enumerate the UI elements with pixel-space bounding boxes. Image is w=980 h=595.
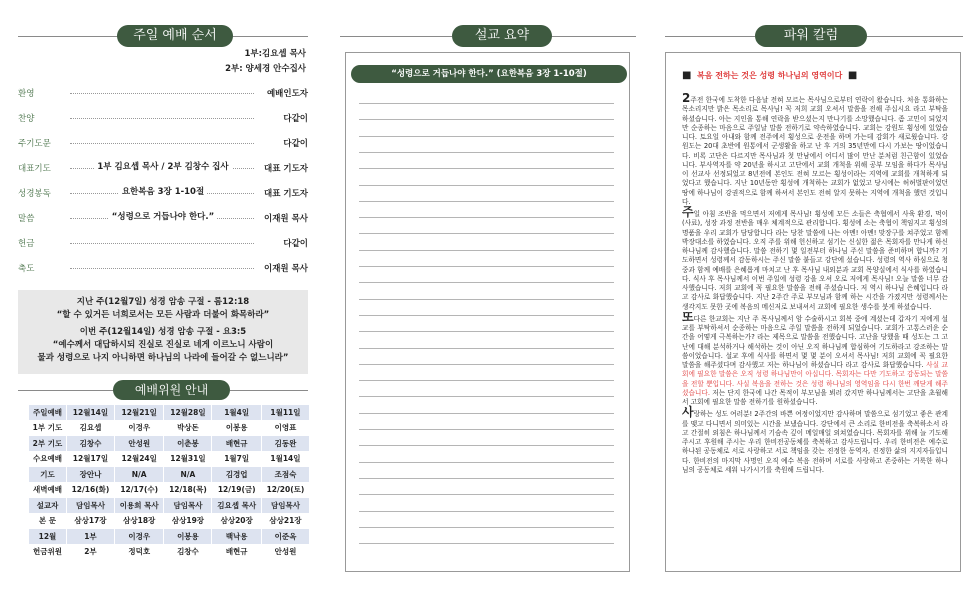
this-verse-text-1: “예수께서 대답하시되 진실로 진실로 네게 이르노니 사람이 — [52, 340, 274, 350]
note-line — [359, 185, 614, 186]
duty-cell: 이봉용 — [164, 529, 212, 545]
duty-title: 예배위원 안내 — [113, 380, 230, 400]
duty-cell: 김경업 — [212, 467, 261, 483]
order-row — [18, 187, 308, 201]
this-verse-title: 이번 주(12월14일) 성경 암송 구절 - 요3:5 — [79, 327, 247, 337]
note-line — [359, 233, 614, 234]
duty-cell: 김창수 — [164, 544, 212, 560]
order-leader: 예배인도자 — [266, 89, 308, 99]
preacher-2: 2부: 양세경 안수집사 — [225, 64, 306, 74]
note-line — [359, 136, 614, 137]
memory-verse-box — [18, 290, 308, 374]
drop-cap: 주 — [682, 205, 694, 219]
duty-cell: 12/18(목) — [164, 482, 212, 498]
duty-cell: 김창수 — [66, 436, 114, 452]
note-line — [359, 315, 614, 316]
order-row — [18, 162, 308, 176]
order-leader: 이재원 목사 — [263, 264, 308, 274]
column-paragraph — [682, 405, 948, 475]
last-verse-title: 지난 주(12월7일) 성경 암송 구절 - 롬12:18 — [76, 297, 250, 307]
duty-cell: 백낙용 — [212, 529, 261, 545]
duty-row-label: 주일예배 — [29, 405, 67, 421]
sermon-title: “성령으로 거듭나야 한다.” (요한복음 3장 1-10절) — [351, 65, 627, 83]
divider — [867, 36, 963, 37]
order-leader: 대표 기도자 — [263, 189, 308, 199]
divider — [18, 36, 118, 37]
duty-cell: 김동완 — [261, 436, 309, 452]
order-detail: 요한복음 3장 1-10절 — [119, 187, 207, 197]
order-row — [18, 112, 308, 126]
note-line — [359, 250, 614, 251]
duty-row-label: 설교자 — [29, 498, 67, 514]
order-label: 찬양 — [18, 114, 35, 124]
highlighted-text: 사실 교회에 필요한 말씀은 오직 성령 하나님만이 아십니다. 목회자는 다만 기도하고 감동되는 말씀을 전할 뿐입니다. 사실 복음을 전하는 것은 성령 하나님의 영역임을 다시 한번 깨닫게 해주셨습니다. — [682, 361, 948, 397]
duty-cell: 12월28일 — [164, 405, 212, 421]
column-heading-text: 복음 전하는 것은 성령 하나님의 영역이다 — [697, 71, 843, 80]
duty-row — [29, 544, 310, 560]
duty-cell: 12월17일 — [66, 451, 114, 467]
paragraph-text: 다른 한교회는 지난 주 목사님께서 암 수술하시고 회복 중에 계셨는데 갑자기 저에게 설교를 부탁하셔서 순종하는 마음으로 주일 말씀을 전하게 되었습니다. 교회가 고통스러운 순간을 어떻게 극복하는가? 라는 제목으로 말씀을 전했습니다. 고난을 당했을 때 성도는 그 고난에 대해 분석하거나 해석하는 것이 아닌 오직 하나님께 합심하여 기도하라고 강조하는 말씀이었습니다. 설교 후에 식사를 하면서 몇 몇 분이 오셔서 목사님! 저희 교회에 꼭 필요한 말씀을 해주셨다며 감사했고 저는 하나님이 하셨습니다 라고 감사로 화답했습니다. — [682, 314, 948, 369]
square-bullet-icon: ■ — [847, 70, 858, 81]
duty-row — [29, 482, 310, 498]
duty-row — [29, 467, 310, 483]
note-line — [359, 543, 614, 544]
paragraph-text: 저는 단지 한국에 나간 목적이 부모님을 뵈러 갔지만 하나님께서는 고단을 초월해서 고회에 필요한 말씀 전하기를 원하셨습니다. — [682, 388, 948, 406]
duty-cell: 12/17(수) — [114, 482, 163, 498]
drop-cap: 또 — [682, 309, 694, 324]
duty-cell: 삼상18장 — [114, 513, 163, 529]
duty-row — [29, 529, 310, 545]
duty-row-label: 기도 — [29, 467, 67, 483]
duty-cell: 담임목사 — [261, 498, 309, 514]
duty-row — [29, 451, 310, 467]
duty-cell: 정덕호 — [114, 544, 163, 560]
note-line — [359, 152, 614, 153]
duty-cell: 1월11일 — [261, 405, 309, 421]
duty-cell: 1월14일 — [261, 451, 309, 467]
note-line — [359, 299, 614, 300]
duty-cell: 삼상21장 — [261, 513, 309, 529]
note-line — [359, 217, 614, 218]
duty-cell: 1부 — [66, 529, 114, 545]
note-line — [359, 478, 614, 479]
duty-cell: 12월24일 — [114, 451, 163, 467]
note-line — [359, 413, 614, 414]
note-line — [359, 462, 614, 463]
duty-cell: 안성원 — [114, 436, 163, 452]
order-label: 대표기도 — [18, 164, 51, 174]
note-line — [359, 331, 614, 332]
order-row — [18, 137, 308, 151]
duty-cell: 이경우 — [114, 529, 163, 545]
order-detail: 1부 김요셉 목사 / 2부 김창수 집사 — [94, 162, 231, 172]
duty-row — [29, 420, 310, 436]
duty-row — [29, 436, 310, 452]
duty-cell: 김요셉 목사 — [212, 498, 261, 514]
sermon-summary-title: 설교 요약 — [452, 25, 552, 47]
square-bullet-icon: ■ — [682, 70, 692, 81]
worship-order-panel — [0, 0, 320, 595]
duty-cell: 이봉용 — [212, 420, 261, 436]
duty-cell: 담임목사 — [164, 498, 212, 514]
divider — [550, 36, 636, 37]
duty-cell: 12/19(금) — [212, 482, 261, 498]
duty-cell: 배현규 — [212, 544, 261, 560]
order-label: 말씀 — [18, 214, 35, 224]
duty-row-label: 12월 — [29, 529, 67, 545]
note-line — [359, 511, 614, 512]
note-line — [359, 380, 614, 381]
note-line — [359, 201, 614, 202]
divider — [230, 390, 308, 391]
duty-cell: 12/16(화) — [66, 482, 114, 498]
duty-cell: 이준옥 — [261, 529, 309, 545]
duty-cell: 12월14일 — [66, 405, 114, 421]
worship-order-title: 주일 예배 순서 — [117, 25, 233, 47]
duty-row-label: 수요예배 — [29, 451, 67, 467]
preacher-1: 1부:김요셉 목사 — [244, 49, 306, 59]
order-row — [18, 262, 308, 276]
duty-cell: 이춘봉 — [164, 436, 212, 452]
duty-cell: 1월4일 — [212, 405, 261, 421]
duty-cell: 배현규 — [212, 436, 261, 452]
paragraph-text: 랑하는 성도 여러분! 2주간의 바쁜 여정이었지만 감사하며 말씀으로 섬기었고 좋은 관계를 맺고 다니면서 의미있는 시간을 보냈습니다. 강단에서 큰 소리로 한비전을 축복하소서 라고 간절히 외침은 하나님께서 기슴속 깊이 메일매일 외쳐였습니다. 목회자를 위해 늘 기도해 주시고 후원해 주시는 우리 한비전공동체를 축복하고 감사드립니다. 우리 한비전은 예수로 하나된 공동체로 서로 사랑하고 서로 책임을 갖는 진정한 동역자, 진정한 삶의 지지자들입니다. 한비전의 마지막 사명인 오직 예수 복음 전하며 서로를 사랑하고 존중하는 거룩한 하나님의 공동체로 세워 나가시기를 축원해 드립니다. — [682, 410, 948, 474]
duty-cell: 박상돈 — [164, 420, 212, 436]
drop-cap: 2 — [682, 91, 691, 105]
duty-row-label: 본 문 — [29, 513, 67, 529]
order-detail: “성령으로 거듭나야 한다.” — [109, 212, 217, 222]
divider — [18, 390, 114, 391]
note-line — [359, 348, 614, 349]
order-leader: 다같이 — [283, 114, 308, 124]
order-row — [18, 87, 308, 101]
order-leader: 이재원 목사 — [263, 214, 308, 224]
note-line — [359, 364, 614, 365]
order-label: 헌금 — [18, 239, 35, 249]
note-line — [359, 429, 614, 430]
paragraph-text: 주전 한국에 도착한 다음날 전혀 모르는 목사님으로부터 연락이 왔습니다. 처음 통화하는 목소리지만 밝은 목소리로 목사님! 꼭 저희 교회 오셔서 말씀을 전해 주십시요 라고 부탁을 하셨습니다. 아는 지인을 통해 연락을 받으셨는지 만나기를 소망했습니다. 좀 고민이 되었지만 순종하는 마음으로 주일날 말씀 전하기로 약속하였습니다. 교회는 강원도 횡성에 있었습니다. 토요일 아내와 함께 전주에서 횡성으로 운전을 하며 가는데 감회가 새로웠습니다. 강원도는 20대 초반에 원통에서 군생활을 하고 난 후 거의 35년만에 다시 가보는 땅이었습니다. 비록 고단은 다르지만 목사님과 첫 만남에서 어디서 많이 만난 분처럼 친근함이 있었습니다. 부사역자를 약 20년을 하시고 고단에서 교회 개척을 위해 공부 모임을 하다가 목사님이 선교사 선정되었고 8년전에 본인도 전혀 모르는 횡성이라는 지역에 교회를 개척하게 되었다고 했습니다. 지난 10년동안 횡성에 개척하는 교회가 없었고 당시에는 허허벌판이었던 땅에 하나님이 강권적으로 함께 하셔서 본인도 전혀 알지 못하는 지역에 개척을 했던 것입니다. — [682, 96, 948, 206]
order-label: 환영 — [18, 89, 35, 99]
order-row — [18, 212, 308, 226]
power-column-title: 파워 칼럼 — [755, 25, 867, 47]
note-line — [359, 396, 614, 397]
duty-row-label: 헌금위원 — [29, 544, 67, 560]
duty-cell: 1월7일 — [212, 451, 261, 467]
column-paragraph — [682, 309, 948, 408]
duty-cell: 삼상17장 — [66, 513, 114, 529]
column-paragraph — [682, 91, 948, 207]
order-label: 주기도문 — [18, 139, 51, 149]
duty-cell: 김요셉 — [66, 420, 114, 436]
duty-row-label: 2부 기도 — [29, 436, 67, 452]
order-leader: 다같이 — [283, 239, 308, 249]
divider — [232, 36, 308, 37]
order-row — [18, 237, 308, 251]
duty-cell: 삼상19장 — [164, 513, 212, 529]
duty-cell: N/A — [164, 467, 212, 483]
duty-cell: 장안나 — [66, 467, 114, 483]
duty-table — [28, 404, 310, 560]
divider — [340, 36, 452, 37]
note-line — [359, 103, 614, 104]
duty-cell: 이용희 목사 — [114, 498, 163, 514]
duty-row — [29, 513, 310, 529]
order-leader: 다같이 — [283, 139, 308, 149]
duty-cell: 안성원 — [261, 544, 309, 560]
duty-cell: 12/20(토) — [261, 482, 309, 498]
note-line — [359, 168, 614, 169]
duty-cell: 담임목사 — [66, 498, 114, 514]
paragraph-text: 일 아침 조반을 먹으면서 저에게 목사님! 횡성에 모든 소들은 축협에서 사육 환경, 먹이(사료), 성장 과정 전반을 매우 체계적으로 관리합니다. 횡성에 소는 축협이 책임지고 횡성의 명품을 우리 교회가 담당합니다 라는 당찬 말씀에 나는 아멘! 아멘! 맞장구를 쳐주었고 함께 박장대소를 하였습니다. 오직 주를 위해 헌신하고 섬기는 신실한 젊은 목회자를 만나게 하신 하나님께 감사했습니다. 말씀 전하기 몇 일전부터 하나님 주신 말씀을 준비하며 합니까? 기도하면서 성령께서 감동하시는 주신 말씀 붙들고 강단에 섰습니다. 성령의 역사 하심으로 청중과 함께 예배를 은혜롭게 마치고 난 후 목사님 내외분과 교회 목양실에서 식사를 하였습니다. 식사 후 목사님께서 이번 주일에 성령 강을 오셔 오로 저에게 목사님! 오늘 말씀 너무 감사했습니다. 저희 교회에 꼭 필요한 말씀을 전해 주셨습니다. 저 역시 하나님 은혜입니다 라고 감사로 화답했습니다. 지난 2주간 주로 부모님과 함께 하는 시간을 가졌지만 성령께서는 생각지도 못한 곳에 복음의 메신저로 보내셔서 교회에 필요한 생수를 붓게 하셨습니다. — [682, 210, 948, 311]
note-line — [359, 266, 614, 267]
drop-cap: 사 — [682, 405, 694, 420]
column-heading — [682, 70, 857, 81]
divider — [665, 36, 755, 37]
duty-row-label: 새벽예배 — [29, 482, 67, 498]
duty-cell: 2부 — [66, 544, 114, 560]
duty-cell: 12월31일 — [164, 451, 212, 467]
duty-cell: N/A — [114, 467, 163, 483]
duty-row-label: 1부 기도 — [29, 420, 67, 436]
duty-row — [29, 498, 310, 514]
note-line — [359, 119, 614, 120]
duty-cell: 12월21일 — [114, 405, 163, 421]
column-paragraph — [682, 205, 948, 312]
duty-cell: 이영표 — [261, 420, 309, 436]
note-line — [359, 527, 614, 528]
duty-cell: 이경우 — [114, 420, 163, 436]
note-line — [359, 282, 614, 283]
duty-cell: 삼상20장 — [212, 513, 261, 529]
order-label: 축도 — [18, 264, 35, 274]
duty-row — [29, 405, 310, 421]
note-line — [359, 445, 614, 446]
note-line — [359, 494, 614, 495]
order-leader: 대표 기도자 — [263, 164, 308, 174]
column-body — [682, 91, 948, 476]
last-verse-text: “할 수 있거든 너희로서는 모든 사람과 더불어 화목하라” — [56, 310, 270, 320]
this-verse-text-2: 물과 성령으로 나지 아니하면 하나님의 나라에 들어갈 수 없느니라” — [37, 353, 289, 363]
duty-cell: 조점숙 — [261, 467, 309, 483]
order-label: 성경봉독 — [18, 189, 51, 199]
